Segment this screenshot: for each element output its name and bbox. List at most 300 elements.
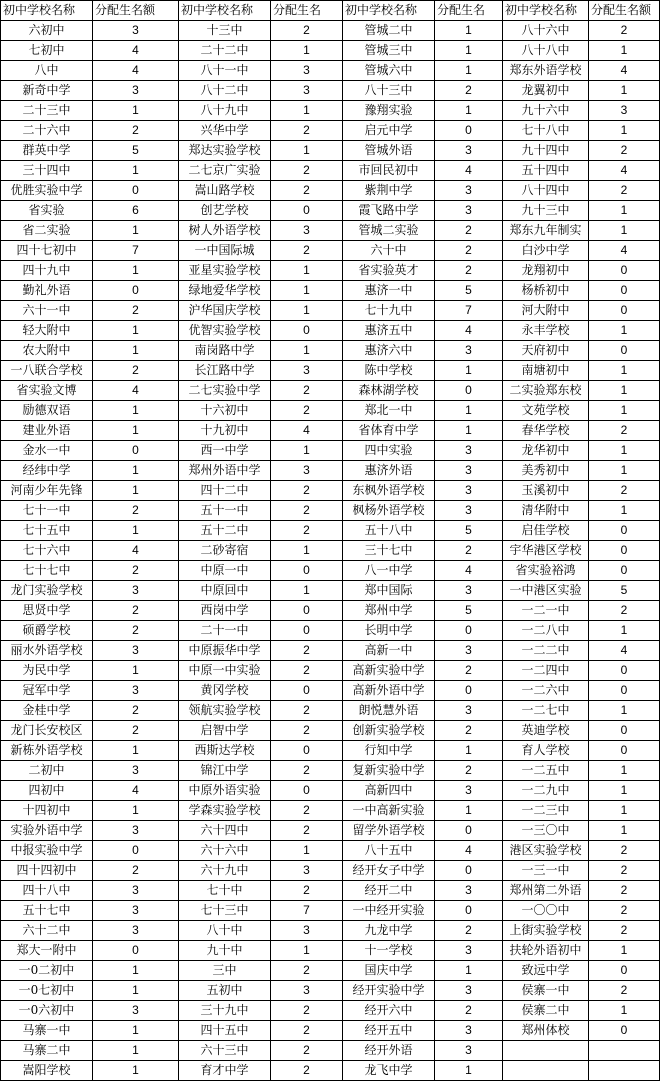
quota-cell: 2 (435, 761, 503, 781)
school-name-cell: 三十七中 (343, 541, 435, 561)
quota-cell: 2 (93, 361, 179, 381)
quota-cell: 2 (589, 481, 660, 501)
quota-cell: 0 (93, 281, 179, 301)
quota-cell: 0 (589, 521, 660, 541)
quota-cell: 4 (435, 161, 503, 181)
quota-cell: 3 (435, 581, 503, 601)
quota-cell: 4 (93, 541, 179, 561)
school-name-cell: 郑东外语学校 (503, 61, 589, 81)
school-name-cell: 西斯达学校 (179, 741, 271, 761)
table-row (1, 781, 660, 801)
school-name-cell: 长江路中学 (179, 361, 271, 381)
quota-cell: 3 (435, 781, 503, 801)
quota-cell: 0 (271, 681, 343, 701)
quota-cell: 3 (435, 1041, 503, 1061)
school-name-cell: 陈中学校 (343, 361, 435, 381)
quota-cell: 0 (589, 661, 660, 681)
table-row (1, 321, 660, 341)
quota-cell: 2 (589, 901, 660, 921)
quota-cell: 2 (589, 21, 660, 41)
table-row (1, 1041, 660, 1061)
table-row (1, 521, 660, 541)
quota-cell: 2 (93, 301, 179, 321)
quota-cell: 1 (435, 101, 503, 121)
school-name-cell: 优胜实验中学 (1, 181, 93, 201)
quota-cell: 1 (435, 361, 503, 381)
school-name-cell: 四中实验 (343, 441, 435, 461)
quota-cell: 5 (93, 141, 179, 161)
school-name-cell: 金桂中学 (1, 701, 93, 721)
table-row (1, 181, 660, 201)
quota-cell: 3 (271, 461, 343, 481)
school-name-cell: 侯寨二中 (503, 1001, 589, 1021)
table-row (1, 861, 660, 881)
quota-cell: 1 (271, 341, 343, 361)
quota-cell: 4 (93, 41, 179, 61)
school-name-cell: 玉溪初中 (503, 481, 589, 501)
quota-cell: 1 (589, 441, 660, 461)
school-name-cell: 启元中学 (343, 121, 435, 141)
quota-cell (589, 1061, 660, 1081)
school-name-cell: 嵩山路学校 (179, 181, 271, 201)
school-name-cell: 郑东九年制实 (503, 221, 589, 241)
quota-cell: 2 (271, 521, 343, 541)
school-name-cell: 经开六中 (343, 1001, 435, 1021)
school-name-cell: 锦江中学 (179, 761, 271, 781)
school-name-cell: 树人外语学校 (179, 221, 271, 241)
school-name-cell: 中原振华中学 (179, 641, 271, 661)
school-name-cell: 高新外语中学 (343, 681, 435, 701)
quota-cell: 2 (435, 261, 503, 281)
school-name-cell: 郑北一中 (343, 401, 435, 421)
quota-cell: 5 (435, 521, 503, 541)
school-name-cell: 学森实验学校 (179, 801, 271, 821)
school-name-cell: 管城二实验 (343, 221, 435, 241)
quota-cell: 2 (271, 1021, 343, 1041)
school-name-cell: 西岗中学 (179, 601, 271, 621)
quota-cell: 2 (271, 1041, 343, 1061)
quota-cell: 0 (271, 601, 343, 621)
quota-cell: 1 (589, 941, 660, 961)
quota-cell: 3 (93, 21, 179, 41)
quota-cell: 1 (271, 101, 343, 121)
quota-cell: 2 (271, 761, 343, 781)
quota-cell: 0 (435, 681, 503, 701)
table-row (1, 361, 660, 381)
school-name-cell: 经开二中 (343, 881, 435, 901)
quota-cell: 2 (589, 981, 660, 1001)
school-name-cell: 启佳学校 (503, 521, 589, 541)
school-name-cell: 龙门实验学校 (1, 581, 93, 601)
quota-cell: 2 (589, 841, 660, 861)
school-name-cell: 育才中学 (179, 1061, 271, 1081)
quota-cell: 2 (271, 181, 343, 201)
school-name-cell: 二十二中 (179, 41, 271, 61)
school-name-cell: 一三〇中 (503, 821, 589, 841)
school-name-cell: 五十八中 (343, 521, 435, 541)
school-name-cell: 六十九中 (179, 861, 271, 881)
school-name-cell: 十四初中 (1, 801, 93, 821)
table-row (1, 441, 660, 461)
quota-cell: 0 (589, 301, 660, 321)
school-name-cell: 郑州中学 (343, 601, 435, 621)
school-name-cell: 文苑学校 (503, 401, 589, 421)
quota-cell: 0 (589, 681, 660, 701)
table-row (1, 921, 660, 941)
school-name-cell: 森林湖学校 (343, 381, 435, 401)
quota-cell: 2 (589, 861, 660, 881)
school-name-cell: 四十九中 (1, 261, 93, 281)
table-row (1, 281, 660, 301)
quota-cell: 2 (271, 481, 343, 501)
school-name-cell: 留学外语学校 (343, 821, 435, 841)
table-row (1, 21, 660, 41)
quota-cell: 3 (271, 921, 343, 941)
quota-cell: 4 (271, 421, 343, 441)
school-name-cell: 中原一中 (179, 561, 271, 581)
quota-cell: 7 (271, 901, 343, 921)
quota-cell: 4 (93, 381, 179, 401)
school-name-cell: 创艺学校 (179, 201, 271, 221)
quota-cell: 3 (271, 221, 343, 241)
school-name-cell: 高新实验中学 (343, 661, 435, 681)
quota-cell: 3 (435, 181, 503, 201)
table-row (1, 61, 660, 81)
school-name-cell: 高新一中 (343, 641, 435, 661)
quota-cell: 0 (589, 261, 660, 281)
school-name-cell: 黄冈学校 (179, 681, 271, 701)
quota-cell: 0 (271, 561, 343, 581)
quota-cell: 1 (589, 121, 660, 141)
quota-cell: 1 (93, 321, 179, 341)
quota-cell: 1 (435, 61, 503, 81)
school-name-cell: 侯寨一中 (503, 981, 589, 1001)
school-name-cell: 二七实验中学 (179, 381, 271, 401)
school-name-cell: 二七京广实验 (179, 161, 271, 181)
school-name-cell: 龙华初中 (503, 441, 589, 461)
quota-cell: 3 (271, 981, 343, 1001)
school-name-cell: 经开实验中学 (343, 981, 435, 1001)
school-name-cell: 励德双语 (1, 401, 93, 421)
table-row (1, 241, 660, 261)
quota-cell: 2 (435, 721, 503, 741)
table-row (1, 1061, 660, 1081)
school-name-cell: 致远中学 (503, 961, 589, 981)
school-name-cell: 清华附中 (503, 501, 589, 521)
quota-cell: 3 (93, 901, 179, 921)
quota-cell: 3 (93, 641, 179, 661)
school-name-cell: 四十五中 (179, 1021, 271, 1041)
table-row (1, 201, 660, 221)
quota-cell: 2 (589, 601, 660, 621)
school-name-cell: 省实验裕鸿 (503, 561, 589, 581)
quota-cell: 2 (589, 921, 660, 941)
school-name-cell: 三十四中 (1, 161, 93, 181)
col-header-quota-4: 分配生名额 (589, 1, 660, 21)
school-name-cell: 七十一中 (1, 501, 93, 521)
school-name-cell: 郑中国际 (343, 581, 435, 601)
quota-cell: 0 (93, 841, 179, 861)
school-name-cell: 霞飞路中学 (343, 201, 435, 221)
col-header-school-2: 初中学校名称 (179, 1, 271, 21)
table-row (1, 761, 660, 781)
quota-cell: 0 (93, 181, 179, 201)
quota-cell: 3 (435, 881, 503, 901)
quota-cell: 1 (589, 461, 660, 481)
quota-cell: 2 (435, 221, 503, 241)
school-name-cell: 丽水外语学校 (1, 641, 93, 661)
school-name-cell: 一二二中 (503, 641, 589, 661)
school-name-cell: 国庆中学 (343, 961, 435, 981)
quota-cell: 0 (435, 821, 503, 841)
quota-cell: 1 (435, 1061, 503, 1081)
school-name-cell: 紫荆中学 (343, 181, 435, 201)
table-row (1, 621, 660, 641)
school-name-cell: 九龙中学 (343, 921, 435, 941)
quota-cell: 2 (435, 241, 503, 261)
quota-cell: 1 (589, 221, 660, 241)
quota-cell: 2 (435, 81, 503, 101)
quota-cell: 1 (271, 941, 343, 961)
school-name-cell: 豫翔实验 (343, 101, 435, 121)
quota-cell: 1 (271, 281, 343, 301)
quota-cell: 1 (435, 401, 503, 421)
school-name-cell: 七十九中 (343, 301, 435, 321)
quota-cell: 1 (271, 41, 343, 61)
quota-cell: 1 (589, 621, 660, 641)
table-row (1, 41, 660, 61)
quota-cell: 3 (435, 341, 503, 361)
quota-cell: 2 (435, 661, 503, 681)
school-name-cell: 一二九中 (503, 781, 589, 801)
school-name-cell: 一八联合学校 (1, 361, 93, 381)
col-header-quota-1: 分配生名额 (93, 1, 179, 21)
school-name-cell: 六十四中 (179, 821, 271, 841)
school-name-cell: 创新实验学校 (343, 721, 435, 741)
school-name-cell: 七十七中 (1, 561, 93, 581)
school-name-cell: 高新四中 (343, 781, 435, 801)
quota-cell: 2 (271, 701, 343, 721)
school-name-cell: 沪华国庆学校 (179, 301, 271, 321)
quota-cell: 1 (589, 801, 660, 821)
quota-cell: 3 (271, 81, 343, 101)
table-row (1, 341, 660, 361)
quota-cell: 0 (589, 341, 660, 361)
school-name-cell: 嵩阳学校 (1, 1061, 93, 1081)
quota-cell: 1 (271, 841, 343, 861)
school-name-cell: 东枫外语学校 (343, 481, 435, 501)
table-row (1, 641, 660, 661)
quota-cell: 1 (589, 361, 660, 381)
school-name-cell: 省体育中学 (343, 421, 435, 441)
quota-cell: 2 (93, 701, 179, 721)
school-name-cell: 复新实验中学 (343, 761, 435, 781)
school-name-cell: 九十六中 (503, 101, 589, 121)
school-name-cell: 一中港区实验 (503, 581, 589, 601)
quota-cell: 3 (271, 361, 343, 381)
quota-cell: 1 (589, 401, 660, 421)
school-name-cell (503, 1041, 589, 1061)
quota-cell: 0 (589, 961, 660, 981)
quota-cell: 2 (271, 801, 343, 821)
quota-cell: 2 (271, 821, 343, 841)
table-row (1, 841, 660, 861)
table-row (1, 721, 660, 741)
school-name-cell: 一中国际城 (179, 241, 271, 261)
table-row (1, 501, 660, 521)
quota-cell: 2 (271, 1001, 343, 1021)
col-header-quota-3: 分配生名 (435, 1, 503, 21)
school-name-cell: 十三中 (179, 21, 271, 41)
quota-cell: 1 (93, 521, 179, 541)
school-name-cell: 省实验 (1, 201, 93, 221)
school-name-cell: 郑州外语中学 (179, 461, 271, 481)
quota-cell: 2 (271, 401, 343, 421)
table-row (1, 101, 660, 121)
quota-cell: 3 (435, 701, 503, 721)
quota-cell: 4 (589, 241, 660, 261)
school-name-cell: 省实验文博 (1, 381, 93, 401)
table-row (1, 941, 660, 961)
school-name-cell: 群英中学 (1, 141, 93, 161)
school-name-cell: 五初中 (179, 981, 271, 1001)
header-row (1, 1, 660, 21)
quota-cell: 0 (271, 621, 343, 641)
quota-cell: 4 (435, 841, 503, 861)
quota-cell: 0 (271, 201, 343, 221)
table-row (1, 301, 660, 321)
school-name-cell (503, 1061, 589, 1081)
quota-cell: 5 (589, 581, 660, 601)
quota-cell: 3 (93, 761, 179, 781)
table-row (1, 81, 660, 101)
school-name-cell: 一二三中 (503, 801, 589, 821)
school-name-cell: 一0六初中 (1, 1001, 93, 1021)
col-header-quota-2: 分配生名 (271, 1, 343, 21)
school-name-cell: 河南少年先锋 (1, 481, 93, 501)
quota-cell: 2 (589, 881, 660, 901)
school-name-cell: 三中 (179, 961, 271, 981)
quota-cell: 4 (589, 61, 660, 81)
school-name-cell: 兴华中学 (179, 121, 271, 141)
school-name-cell: 龙翔初中 (503, 261, 589, 281)
table-row (1, 601, 660, 621)
school-name-cell: 七十中 (179, 881, 271, 901)
school-name-cell: 南岗路中学 (179, 341, 271, 361)
quota-cell: 2 (93, 721, 179, 741)
school-name-cell: 农大附中 (1, 341, 93, 361)
school-name-cell: 一二七中 (503, 701, 589, 721)
school-name-cell: 八十九中 (179, 101, 271, 121)
quota-cell: 1 (93, 801, 179, 821)
quota-cell: 2 (93, 121, 179, 141)
quota-cell: 2 (271, 121, 343, 141)
school-name-cell: 六十三中 (179, 1041, 271, 1061)
school-name-cell: 九十四中 (503, 141, 589, 161)
school-name-cell: 新奇中学 (1, 81, 93, 101)
school-name-cell: 八十四中 (503, 181, 589, 201)
school-name-cell: 经开外语 (343, 1041, 435, 1061)
quota-cell: 1 (93, 981, 179, 1001)
quota-cell: 1 (271, 441, 343, 461)
quota-cell: 1 (93, 221, 179, 241)
school-name-cell: 七十三中 (179, 901, 271, 921)
quota-cell: 2 (271, 161, 343, 181)
table-row (1, 661, 660, 681)
school-name-cell: 冠军中学 (1, 681, 93, 701)
quota-cell: 2 (271, 721, 343, 741)
school-name-cell: 为民中学 (1, 661, 93, 681)
school-name-cell: 一二四中 (503, 661, 589, 681)
quota-cell: 0 (435, 901, 503, 921)
school-name-cell: 一中经开实验 (343, 901, 435, 921)
school-name-cell: 九十中 (179, 941, 271, 961)
quota-cell: 3 (435, 441, 503, 461)
school-name-cell: 优智实验学校 (179, 321, 271, 341)
quota-cell: 2 (271, 881, 343, 901)
school-name-cell: 育人学校 (503, 741, 589, 761)
school-name-cell: 五十一中 (179, 501, 271, 521)
school-name-cell: 扶轮外语初中 (503, 941, 589, 961)
school-name-cell: 七十五中 (1, 521, 93, 541)
school-name-cell: 八十中 (179, 921, 271, 941)
quota-cell: 0 (435, 861, 503, 881)
school-name-cell: 龙门长安校区 (1, 721, 93, 741)
quota-cell: 1 (589, 1001, 660, 1021)
quota-cell: 2 (589, 421, 660, 441)
quota-cell: 3 (435, 941, 503, 961)
quota-cell: 1 (271, 541, 343, 561)
school-name-cell: 上街实验学校 (503, 921, 589, 941)
school-name-cell: 省实验英才 (343, 261, 435, 281)
school-name-cell: 南塘初中 (503, 361, 589, 381)
school-name-cell: 六十二中 (1, 921, 93, 941)
school-name-cell: 管城三中 (343, 41, 435, 61)
school-name-cell: 英迪学校 (503, 721, 589, 741)
school-name-cell: 二十六中 (1, 121, 93, 141)
school-name-cell: 中原外语实验 (179, 781, 271, 801)
school-name-cell: 郑达实验学校 (179, 141, 271, 161)
table-row (1, 1001, 660, 1021)
school-name-cell: 八十一中 (179, 61, 271, 81)
school-name-cell: 经开五中 (343, 1021, 435, 1041)
quota-cell: 1 (271, 301, 343, 321)
school-name-cell: 五十四中 (503, 161, 589, 181)
school-name-cell: 中原回中 (179, 581, 271, 601)
quota-cell: 1 (271, 581, 343, 601)
quota-cell: 1 (589, 201, 660, 221)
school-name-cell: 八十六中 (503, 21, 589, 41)
quota-cell: 2 (271, 661, 343, 681)
table-row (1, 561, 660, 581)
quota-cell: 7 (435, 301, 503, 321)
school-name-cell: 七十六中 (1, 541, 93, 561)
table-row (1, 681, 660, 701)
school-name-cell: 二实验郑东校 (503, 381, 589, 401)
school-name-cell: 建业外语 (1, 421, 93, 441)
quota-cell: 0 (589, 741, 660, 761)
school-name-cell: 实验外语中学 (1, 821, 93, 841)
table-row (1, 981, 660, 1001)
quota-cell: 3 (93, 821, 179, 841)
school-name-cell: 八十五中 (343, 841, 435, 861)
school-name-cell: 一二五中 (503, 761, 589, 781)
table-row (1, 481, 660, 501)
quota-cell: 3 (93, 881, 179, 901)
quota-cell: 1 (93, 961, 179, 981)
quota-cell: 1 (271, 141, 343, 161)
quota-cell: 3 (435, 461, 503, 481)
